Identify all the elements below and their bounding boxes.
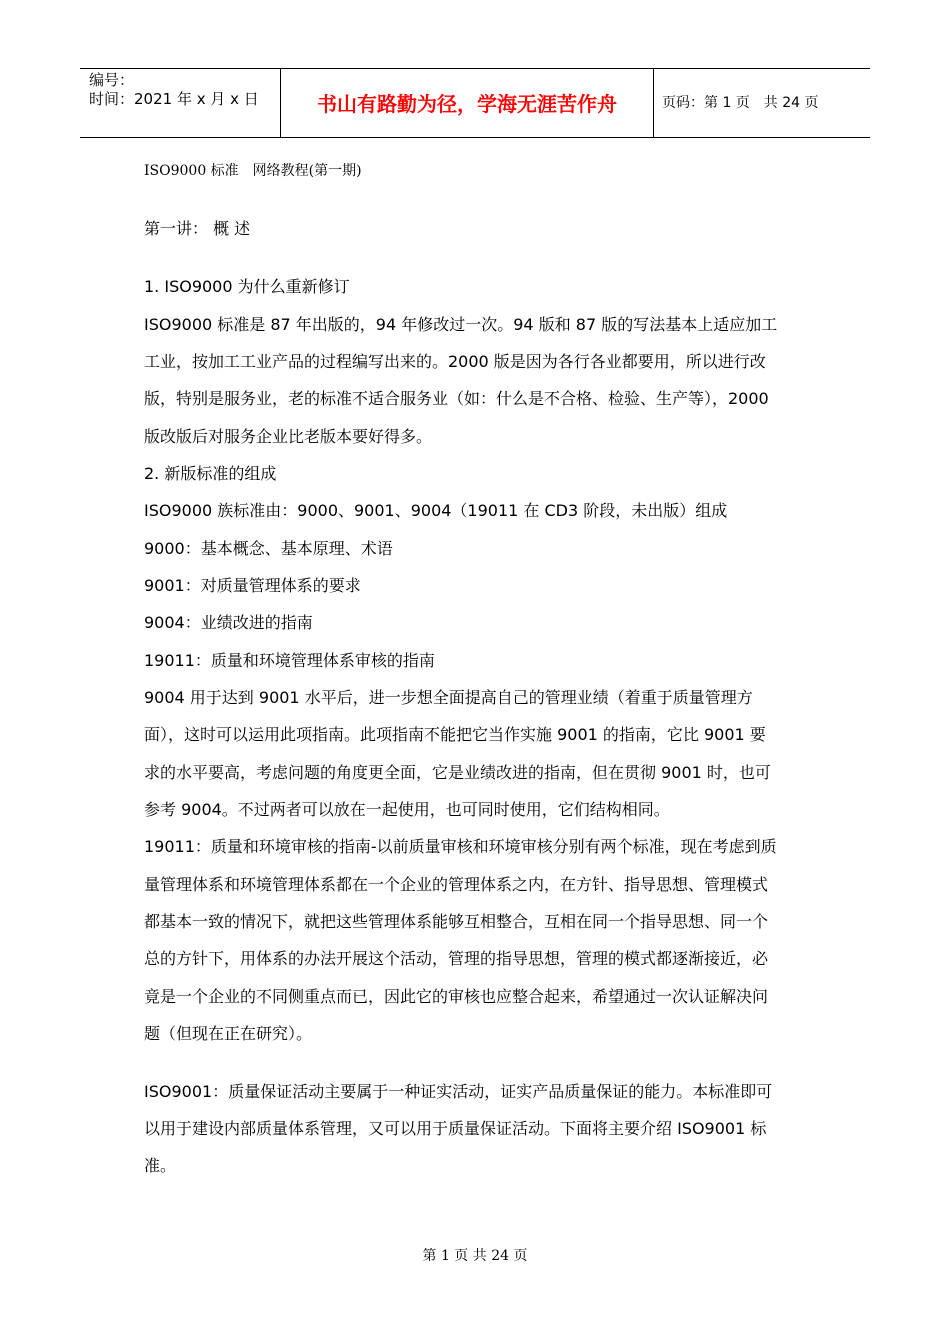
paragraph-line: 竟是一个企业的不同侧重点而已，因此它的审核也应整合起来，希望通过一次认证解决问 <box>144 987 769 1006</box>
paragraph-line: 9004 用于达到 9001 水平后，进一步想全面提高自己的管理业绩（着重于质量管理方 <box>144 688 753 707</box>
paragraph-line: 9004：业绩改进的指南 <box>144 613 313 632</box>
section2-heading: 2. 新版标准的组成 <box>144 464 277 483</box>
page-info: 页码：第 1 页 共 24 页 <box>662 95 819 111</box>
header-page-cell <box>654 69 870 137</box>
paragraph-line: 量管理体系和环境管理体系都在一个企业的管理体系之内，在方针、指导思想、管理模式 <box>144 875 769 894</box>
header-table <box>80 68 870 138</box>
section1-heading: 1. ISO9000 为什么重新修订 <box>144 277 350 296</box>
paragraph-line: 以用于建设内部质量体系管理，又可以用于质量保证活动。下面将主要介绍 ISO9001 标 <box>144 1119 767 1138</box>
paragraph-line: 参考 9004。不过两者可以放在一起使用，也可同时使用，它们结构相同。 <box>144 800 670 819</box>
paragraph-line: 9001：对质量管理体系的要求 <box>144 576 361 595</box>
paragraph-line: 总的方针下，用体系的办法开展这个活动，管理的指导思想，管理的模式都逐渐接近，必 <box>144 949 769 968</box>
paragraph-line: ISO9000 族标准由：9000、9001、9004（19011 在 CD3 阶段，未出版）组成 <box>144 501 728 520</box>
page-footer: 第 1 页 共 24 页 <box>422 1248 528 1264</box>
serial-number-label: 编号： <box>89 71 135 89</box>
paragraph-line: 19011：质量和环境审核的指南-以前质量审核和环境审核分别有两个标准，现在考虑到质 <box>144 837 777 856</box>
paragraph-line: 面），这时可以运用此项指南。此项指南不能把它当作实施 9001 的指南，它比 9001 要 <box>144 725 766 744</box>
paragraph-line: 准。 <box>144 1156 177 1175</box>
paragraph-line: 题（但现在正在研究）。 <box>144 1024 313 1043</box>
paragraph-line: 19011：质量和环境管理体系审核的指南 <box>144 651 435 670</box>
paragraph-line: ISO9000 标准是 87 年出版的，94 年修改过一次。94 版和 87 版的写法基本上适应加工 <box>144 315 778 334</box>
header-meta-cell <box>80 69 281 137</box>
paragraph-line: 版，特别是服务业，老的标准不适合服务业（如：什么是不合格、检验、生产等），2000 <box>144 389 769 408</box>
paragraph-line: 版改版后对服务企业比老版本要好得多。 <box>144 427 433 446</box>
header-motto-cell <box>281 69 654 137</box>
paragraph-line: 都基本一致的情况下，就把这些管理体系能够互相整合，互相在同一个指导思想、同一个 <box>144 912 769 931</box>
motto-text: 书山有路勤为径，学海无涯苦作舟 <box>317 92 617 116</box>
document-title: ISO9000 标准 网络教程(第一期) <box>144 163 362 179</box>
lecture-heading: 第一讲： 概 述 <box>144 219 251 238</box>
paragraph-line: 9000：基本概念、基本原理、术语 <box>144 539 393 558</box>
paragraph-line: 求的水平要高，考虑问题的角度更全面，它是业绩改进的指南，但在贯彻 9001 时，也可 <box>144 763 771 782</box>
paragraph-line: 工业，按加工工业产品的过程编写出来的。2000 版是因为各行各业都要用，所以进行改 <box>144 352 766 371</box>
date-text: 时间：2021 年 x 月 x 日 <box>89 90 259 108</box>
paragraph-line: ISO9001：质量保证活动主要属于一种证实活动，证实产品质量保证的能力。本标准即可 <box>144 1082 773 1101</box>
